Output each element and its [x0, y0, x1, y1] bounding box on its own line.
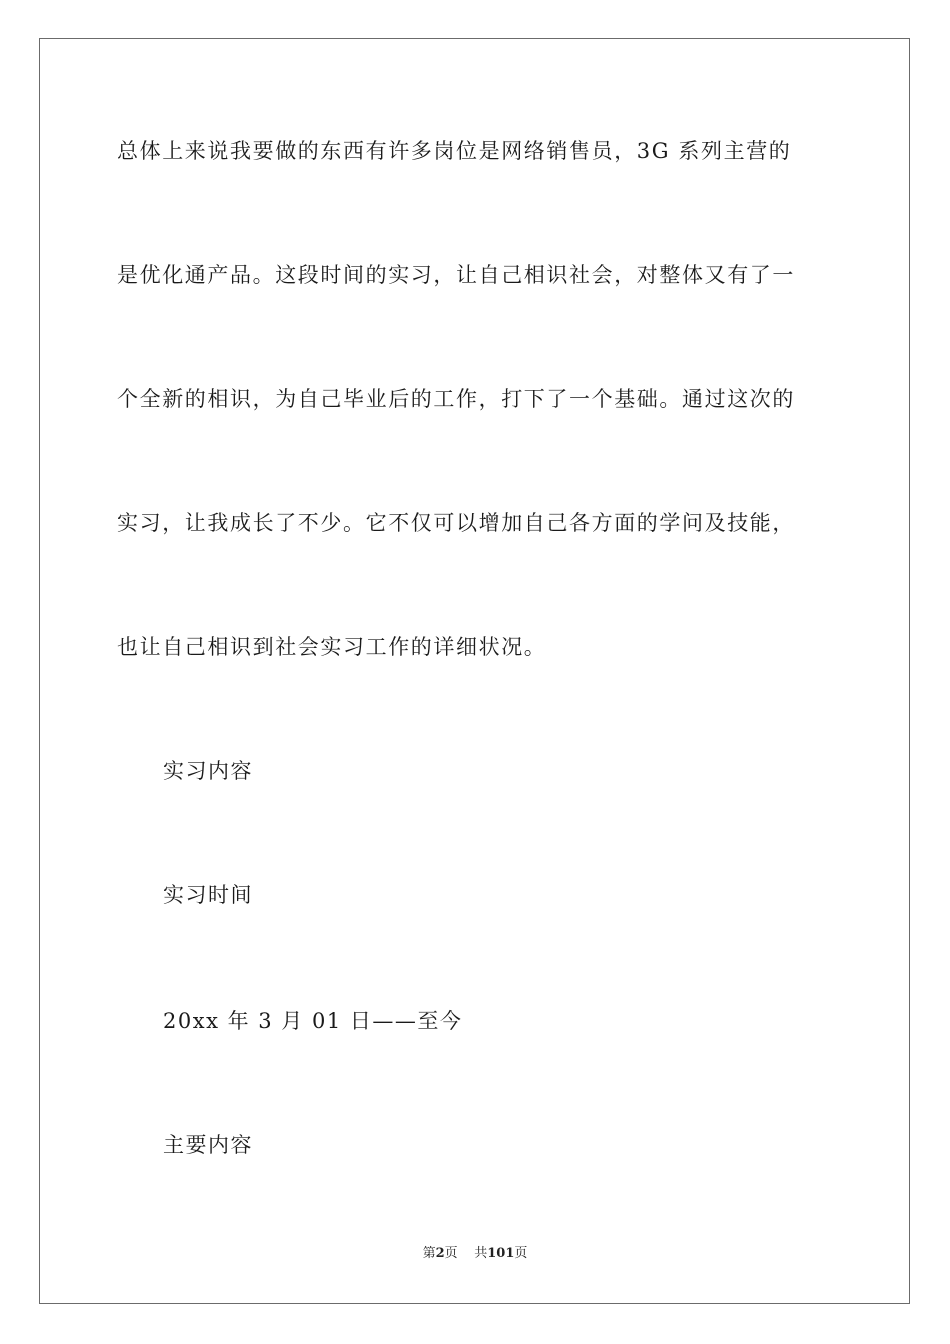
page-footer [0, 1245, 950, 1263]
section-heading-main-content: 主要内容 [163, 1133, 253, 1157]
body-line-3: 个全新的相识，为自己毕业后的工作，打下了一个基础。通过这次的 [117, 387, 795, 411]
total-prefix: 共 [474, 1246, 488, 1261]
section-heading-internship-content: 实习内容 [163, 759, 253, 783]
page-border [39, 38, 910, 1304]
body-line-2: 是优化通产品。这段时间的实习，让自己相识社会，对整体又有了一 [117, 263, 795, 287]
section-heading-internship-time: 实习时间 [163, 883, 253, 907]
body-line-1: 总体上来说我要做的东西有许多岗位是网络销售员，3G 系列主营的 [117, 139, 792, 163]
total-suffix: 页 [514, 1246, 528, 1261]
body-line-5: 也让自己相识到社会实习工作的详细状况。 [117, 635, 547, 659]
page-suffix: 页 [444, 1246, 458, 1261]
page-prefix: 第 [422, 1246, 436, 1261]
page-number: 2 [435, 1246, 445, 1261]
body-line-4: 实习，让我成长了不少。它不仅可以增加自己各方面的学问及技能， [117, 511, 795, 535]
total-pages: 101 [487, 1246, 515, 1261]
internship-date-range: 20xx 年 3 月 01 日——至今 [163, 1009, 463, 1033]
